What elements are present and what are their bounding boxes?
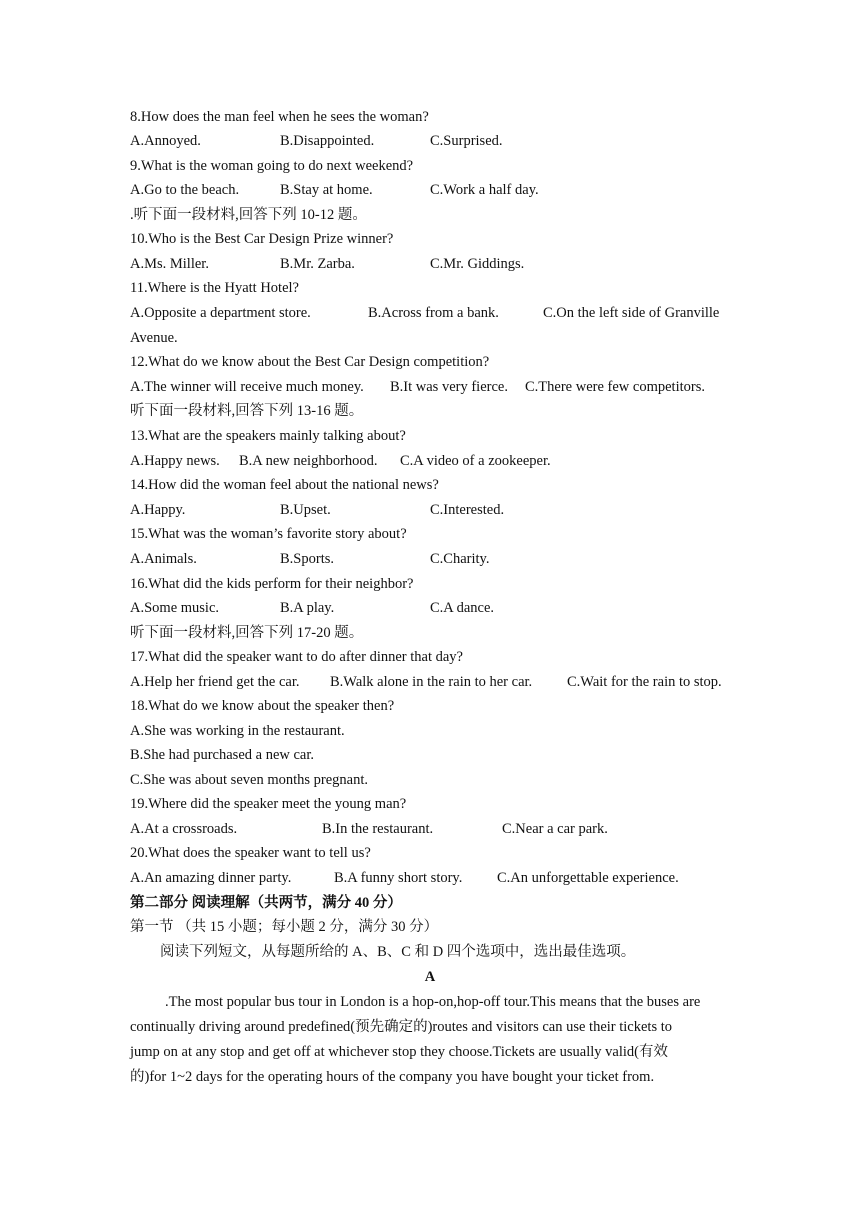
question-15-option-c: C.Charity.	[430, 551, 490, 567]
question-13-stem: 13.What are the speakers mainly talking about?	[130, 428, 406, 444]
question-18-stem: 18.What do we know about the speaker then?	[130, 698, 395, 714]
question-13-option-a: A.Happy news.	[130, 453, 220, 469]
question-18-option-b: B.She had purchased a new car.	[130, 747, 315, 763]
question-14-option-a: A.Happy.	[130, 502, 186, 518]
question-9-option-b: B.Stay at home.	[280, 182, 373, 198]
passage-line: 的)for 1~2 days for the operating hours of the company you have bought your ticket from.	[130, 1069, 655, 1085]
passage-label: A	[424, 969, 436, 985]
question-13-option-b: B.A new neighborhood.	[239, 453, 378, 469]
question-10-option-a: A.Ms. Miller.	[130, 256, 209, 272]
question-14-option-b: B.Upset.	[280, 502, 331, 518]
question-19-option-c: C.Near a car park.	[502, 821, 608, 837]
instruction-13-16: 听下面一段材料,回答下列 13-16 题。	[130, 403, 364, 419]
question-10-option-c: C.Mr. Giddings.	[430, 256, 525, 272]
part-2-title: 第二部分 阅读理解（共两节，满分 40 分）	[130, 895, 402, 911]
question-19-option-a: A.At a crossroads.	[130, 821, 238, 837]
question-14-stem: 14.How did the woman feel about the national news?	[130, 477, 439, 493]
instruction-10-12: .听下面一段材料,回答下列 10-12 题。	[130, 207, 367, 223]
question-11-stem: 11.Where is the Hyatt Hotel?	[130, 280, 299, 296]
question-16-option-c: C.A dance.	[430, 600, 495, 616]
question-16-option-b: B.A play.	[280, 600, 335, 616]
question-10-option-b: B.Mr. Zarba.	[280, 256, 355, 272]
question-8-stem: 8.How does the man feel when he sees the woman?	[130, 109, 429, 125]
question-19-option-b: B.In the restaurant.	[322, 821, 434, 837]
question-20-option-b: B.A funny short story.	[334, 870, 463, 886]
passage-line: jump on at any stop and get off at whichever stop they choose.Tickets are usually valid(有效	[130, 1044, 669, 1060]
question-11-option-c: C.On the left side of Granville	[543, 305, 720, 321]
question-11-option-c-continued: Avenue.	[130, 330, 178, 346]
question-15-option-a: A.Animals.	[130, 551, 197, 567]
question-9-option-a: A.Go to the beach.	[130, 182, 240, 198]
question-18-option-c: C.She was about seven months pregnant.	[130, 772, 369, 788]
question-16-option-a: A.Some music.	[130, 600, 220, 616]
question-20-stem: 20.What does the speaker want to tell us?	[130, 845, 371, 861]
section-1-heading: 第一节 （共 15 小题；每小题 2 分，满分 30 分）	[130, 919, 439, 935]
question-17-stem: 17.What did the speaker want to do after dinner that day?	[130, 649, 463, 665]
question-17-option-a: A.Help her friend get the car.	[130, 674, 300, 690]
question-15-stem: 15.What was the woman’s favorite story about?	[130, 526, 407, 542]
question-9-stem: 9.What is the woman going to do next weekend?	[130, 158, 414, 174]
instruction-17-20: 听下面一段材料,回答下列 17-20 题。	[130, 625, 364, 641]
question-12-option-a: A.The winner will receive much money.	[130, 379, 364, 395]
question-8-option-c: C.Surprised.	[430, 133, 503, 149]
passage-line: continually driving around predefined(预先确定的)routes and visitors can use their tickets to	[130, 1019, 673, 1035]
question-8-option-a: A.Annoyed.	[130, 133, 201, 149]
question-11-option-a: A.Opposite a department store.	[130, 305, 311, 321]
question-12-option-b: B.It was very fierce.	[390, 379, 508, 395]
question-10-stem: 10.Who is the Best Car Design Prize winner?	[130, 231, 394, 247]
question-9-option-c: C.Work a half day.	[430, 182, 539, 198]
question-11-option-b: B.Across from a bank.	[368, 305, 499, 321]
question-18-option-a: A.She was working in the restaurant.	[130, 723, 345, 739]
question-17-option-c: C.Wait for the rain to stop.	[567, 674, 722, 690]
question-12-stem: 12.What do we know about the Best Car Design competition?	[130, 354, 490, 370]
question-13-option-c: C.A video of a zookeeper.	[400, 453, 551, 469]
question-17-option-b: B.Walk alone in the rain to her car.	[330, 674, 533, 690]
question-14-option-c: C.Interested.	[430, 502, 505, 518]
question-20-option-a: A.An amazing dinner party.	[130, 870, 292, 886]
question-15-option-b: B.Sports.	[280, 551, 334, 567]
question-12-option-c: C.There were few competitors.	[525, 379, 705, 395]
reading-directions: 阅读下列短文，从每题所给的 A、B、C 和 D 四个选项中，选出最佳选项。	[160, 944, 636, 960]
question-20-option-c: C.An unforgettable experience.	[497, 870, 679, 886]
passage-line: .The most popular bus tour in London is a hop-on,hop-off tour.This means that the buses are	[165, 994, 701, 1010]
question-19-stem: 19.Where did the speaker meet the young man?	[130, 796, 407, 812]
question-8-option-b: B.Disappointed.	[280, 133, 375, 149]
question-16-stem: 16.What did the kids perform for their neighbor?	[130, 576, 414, 592]
